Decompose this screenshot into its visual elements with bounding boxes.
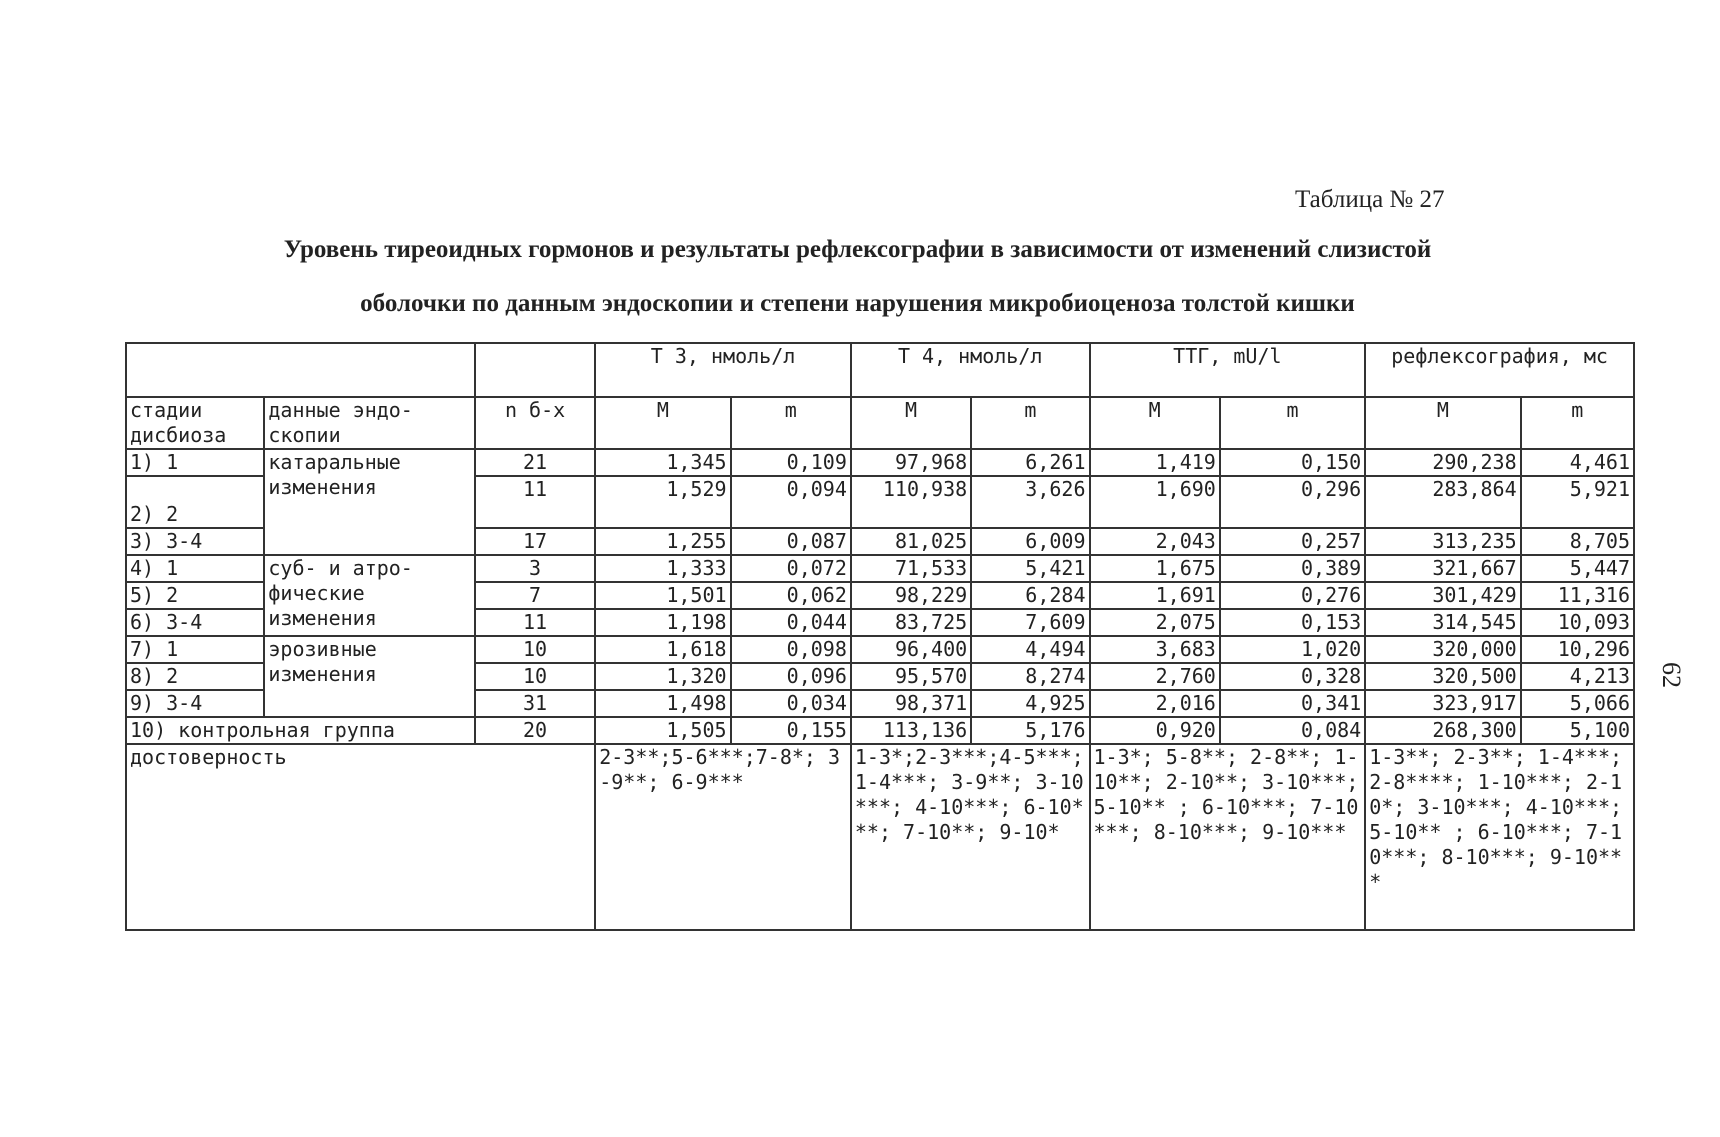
- significance-label: достоверность: [126, 744, 595, 930]
- t4-M-cell: 96,400: [851, 636, 971, 663]
- data-table: [125, 342, 1635, 931]
- header-refl-M: М: [1365, 397, 1520, 449]
- header-endoscopy: данные эндо-скопии: [264, 397, 475, 449]
- t3-m-cell: 0,062: [731, 582, 851, 609]
- group-erosive: эрозивные изменения: [264, 636, 475, 717]
- refl-m-cell: 4,461: [1521, 449, 1634, 476]
- ttg-m-cell: 0,328: [1220, 663, 1365, 690]
- t3-m-cell: 0,109: [731, 449, 851, 476]
- n-cell: 7: [475, 582, 595, 609]
- n-cell: 21: [475, 449, 595, 476]
- group-subatrophic: суб- и атро-фические изменения: [264, 555, 475, 636]
- n-cell: 20: [475, 717, 595, 744]
- table-title-line-2: оболочки по данным эндоскопии и степени нарушения микробиоценоза толстой кишки: [360, 290, 1355, 317]
- significance-row: [126, 744, 1634, 930]
- t3-m-cell: 0,094: [731, 476, 851, 528]
- significance-reflexography: 1-3**; 2-3**; 1-4***; 2-8****; 1-10***; 2-10*; 3-10***; 4-10***;5-10** ; 6-10***; 7-10***; 8-10***; 9-10***: [1365, 744, 1634, 930]
- refl-m-cell: 5,921: [1521, 476, 1634, 528]
- stage-cell: 6) 3-4: [126, 609, 264, 636]
- t4-M-cell: 113,136: [851, 717, 971, 744]
- refl-m-cell: 8,705: [1521, 528, 1634, 555]
- t4-m-cell: 5,421: [971, 555, 1089, 582]
- refl-m-cell: 5,447: [1521, 555, 1634, 582]
- table-row: [126, 555, 1634, 582]
- ttg-m-cell: 0,257: [1220, 528, 1365, 555]
- n-cell: 17: [475, 528, 595, 555]
- header-ttg: ТТГ, mU/l: [1090, 343, 1366, 397]
- t3-m-cell: 0,155: [731, 717, 851, 744]
- ttg-M-cell: 2,043: [1090, 528, 1220, 555]
- ttg-M-cell: 2,075: [1090, 609, 1220, 636]
- refl-M-cell: 301,429: [1365, 582, 1520, 609]
- header-empty-cell: [126, 343, 475, 397]
- t3-m-cell: 0,087: [731, 528, 851, 555]
- t4-m-cell: 7,609: [971, 609, 1089, 636]
- header-t4: Т 4, нмоль/л: [851, 343, 1090, 397]
- ttg-M-cell: 1,675: [1090, 555, 1220, 582]
- t4-M-cell: 95,570: [851, 663, 971, 690]
- header-n: n б-х: [475, 397, 595, 449]
- header-ttg-m: m: [1220, 397, 1365, 449]
- page-number: 62: [1657, 662, 1686, 688]
- ttg-m-cell: 1,020: [1220, 636, 1365, 663]
- header-empty-n: [475, 343, 595, 397]
- table-row: [126, 636, 1634, 663]
- ttg-M-cell: 2,016: [1090, 690, 1220, 717]
- refl-M-cell: 323,917: [1365, 690, 1520, 717]
- table-title-line-1: Уровень тиреоидных гормонов и результаты рефлексографии в зависимости от изменений слизистой: [283, 236, 1432, 263]
- t3-M-cell: 1,505: [595, 717, 730, 744]
- t3-M-cell: 1,198: [595, 609, 730, 636]
- refl-M-cell: 283,864: [1365, 476, 1520, 528]
- significance-ttg: 1-3*; 5-8**; 2-8**; 1-10**; 2-10**; 3-10***; 5-10** ; 6-10***; 7-10***; 8-10***; 9-10***: [1090, 744, 1366, 930]
- ttg-M-cell: 1,690: [1090, 476, 1220, 528]
- ttg-M-cell: 1,419: [1090, 449, 1220, 476]
- t3-m-cell: 0,096: [731, 663, 851, 690]
- t3-m-cell: 0,034: [731, 690, 851, 717]
- refl-M-cell: 314,545: [1365, 609, 1520, 636]
- t4-M-cell: 97,968: [851, 449, 971, 476]
- refl-M-cell: 320,000: [1365, 636, 1520, 663]
- ttg-M-cell: 0,920: [1090, 717, 1220, 744]
- n-cell: 11: [475, 476, 595, 528]
- refl-m-cell: 5,100: [1521, 717, 1634, 744]
- header-refl-m: m: [1521, 397, 1634, 449]
- n-cell: 10: [475, 636, 595, 663]
- t3-M-cell: 1,529: [595, 476, 730, 528]
- ttg-m-cell: 0,150: [1220, 449, 1365, 476]
- t4-M-cell: 98,229: [851, 582, 971, 609]
- t3-m-cell: 0,044: [731, 609, 851, 636]
- n-cell: 11: [475, 609, 595, 636]
- refl-m-cell: 11,316: [1521, 582, 1634, 609]
- n-cell: 31: [475, 690, 595, 717]
- header-row-2: [126, 397, 1634, 449]
- stage-cell: 8) 2: [126, 663, 264, 690]
- stage-cell: 7) 1: [126, 636, 264, 663]
- header-t3-M: М: [595, 397, 730, 449]
- significance-t3: 2-3**;5-6***;7-8*; 3-9**; 6-9***: [595, 744, 851, 930]
- t4-m-cell: 5,176: [971, 717, 1089, 744]
- ttg-m-cell: 0,276: [1220, 582, 1365, 609]
- t4-m-cell: 4,925: [971, 690, 1089, 717]
- group-catarrhal: катаральные изменения: [264, 449, 475, 555]
- t3-m-cell: 0,098: [731, 636, 851, 663]
- ttg-M-cell: 2,760: [1090, 663, 1220, 690]
- t4-M-cell: 83,725: [851, 609, 971, 636]
- control-group-label: 10) контрольная группа: [126, 717, 475, 744]
- stage-cell: 3) 3-4: [126, 528, 264, 555]
- ttg-m-cell: 0,341: [1220, 690, 1365, 717]
- t3-M-cell: 1,320: [595, 663, 730, 690]
- t4-M-cell: 71,533: [851, 555, 971, 582]
- stage-cell: 9) 3-4: [126, 690, 264, 717]
- t3-M-cell: 1,501: [595, 582, 730, 609]
- refl-m-cell: 10,296: [1521, 636, 1634, 663]
- ttg-m-cell: 0,296: [1220, 476, 1365, 528]
- refl-M-cell: 290,238: [1365, 449, 1520, 476]
- refl-m-cell: 10,093: [1521, 609, 1634, 636]
- header-stage: стадии дисбиоза: [126, 397, 264, 449]
- ttg-m-cell: 0,084: [1220, 717, 1365, 744]
- header-row-1: [126, 343, 1634, 397]
- t3-M-cell: 1,255: [595, 528, 730, 555]
- header-t3-m: m: [731, 397, 851, 449]
- t4-M-cell: 81,025: [851, 528, 971, 555]
- significance-t4: 1-3*;2-3***;4-5***; 1-4***; 3-9**; 3-10***; 4-10***; 6-10***; 7-10**; 9-10*: [851, 744, 1090, 930]
- ttg-m-cell: 0,389: [1220, 555, 1365, 582]
- stage-cell: 2) 2: [126, 476, 264, 528]
- header-ttg-M: М: [1090, 397, 1220, 449]
- t4-M-cell: 98,371: [851, 690, 971, 717]
- t4-m-cell: 8,274: [971, 663, 1089, 690]
- t3-M-cell: 1,345: [595, 449, 730, 476]
- table-row-control: [126, 717, 1634, 744]
- refl-M-cell: 320,500: [1365, 663, 1520, 690]
- refl-M-cell: 268,300: [1365, 717, 1520, 744]
- t4-m-cell: 4,494: [971, 636, 1089, 663]
- ttg-m-cell: 0,153: [1220, 609, 1365, 636]
- t4-M-cell: 110,938: [851, 476, 971, 528]
- ttg-M-cell: 3,683: [1090, 636, 1220, 663]
- refl-m-cell: 4,213: [1521, 663, 1634, 690]
- n-cell: 3: [475, 555, 595, 582]
- table-row: [126, 449, 1634, 476]
- refl-m-cell: 5,066: [1521, 690, 1634, 717]
- t4-m-cell: 6,261: [971, 449, 1089, 476]
- n-cell: 10: [475, 663, 595, 690]
- header-t4-M: М: [851, 397, 971, 449]
- table-number: Таблица № 27: [1295, 186, 1445, 213]
- header-t4-m: m: [971, 397, 1089, 449]
- refl-M-cell: 321,667: [1365, 555, 1520, 582]
- t4-m-cell: 6,009: [971, 528, 1089, 555]
- t3-M-cell: 1,618: [595, 636, 730, 663]
- t3-m-cell: 0,072: [731, 555, 851, 582]
- t3-M-cell: 1,333: [595, 555, 730, 582]
- stage-cell: 5) 2: [126, 582, 264, 609]
- stage-cell: 1) 1: [126, 449, 264, 476]
- header-t3: Т 3, нмоль/л: [595, 343, 851, 397]
- stage-cell: 4) 1: [126, 555, 264, 582]
- t4-m-cell: 6,284: [971, 582, 1089, 609]
- t3-M-cell: 1,498: [595, 690, 730, 717]
- refl-M-cell: 313,235: [1365, 528, 1520, 555]
- header-reflexography: рефлексография, мс: [1365, 343, 1634, 397]
- t4-m-cell: 3,626: [971, 476, 1089, 528]
- ttg-M-cell: 1,691: [1090, 582, 1220, 609]
